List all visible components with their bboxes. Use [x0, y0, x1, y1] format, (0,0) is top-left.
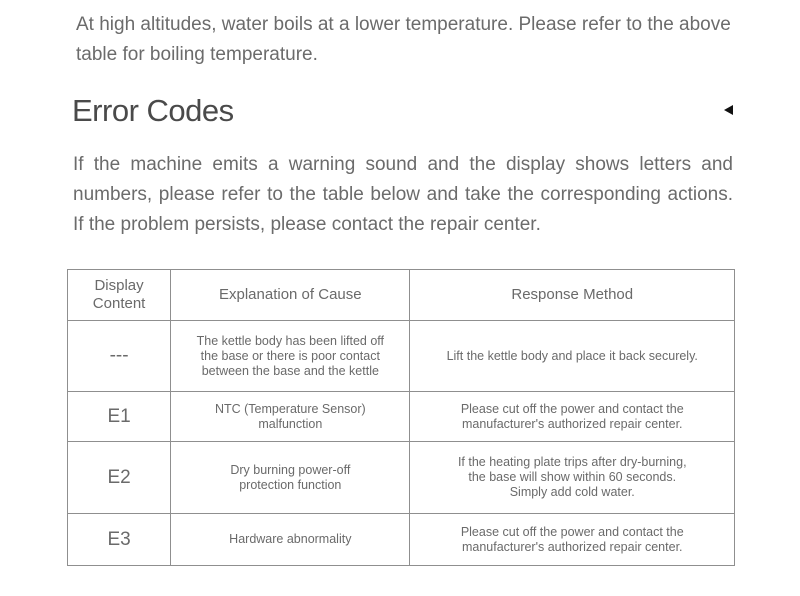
response-cell: Please cut off the power and contact the manufacturer's authorized repair center. [410, 392, 735, 442]
response-cell: If the heating plate trips after dry-burning, the base will show within 60 seconds. Simply add cold water. [410, 442, 735, 514]
error-codes-table [67, 269, 735, 566]
error-code-cell: E3 [68, 514, 171, 566]
response-cell: Lift the kettle body and place it back securely. [410, 321, 735, 392]
table-row [68, 321, 735, 392]
cause-cell: NTC (Temperature Sensor) malfunction [171, 392, 410, 442]
cause-cell: Hardware abnormality [171, 514, 410, 566]
response-cell: Please cut off the power and contact the manufacturer's authorized repair center. [410, 514, 735, 566]
cause-cell: The kettle body has been lifted off the base or there is poor contact between the base and the kettle [171, 321, 410, 392]
header-explanation: Explanation of Cause [171, 270, 410, 321]
cause-cell: Dry burning power-off protection function [171, 442, 410, 514]
table-row [68, 442, 735, 514]
header-display-content: Display Content [68, 270, 171, 321]
table-header-row [68, 270, 735, 321]
header-response: Response Method [410, 270, 735, 321]
triangle-left-icon[interactable] [724, 105, 733, 115]
error-code-cell: E1 [68, 392, 171, 442]
table-row [68, 392, 735, 442]
error-code-cell: --- [68, 321, 171, 392]
lead-paragraph: If the machine emits a warning sound and the display shows letters and numbers, please refer to the table below and take the corresponding actions. If the problem persists, please contact the repair center. [73, 154, 733, 235]
error-code-cell: E2 [68, 442, 171, 514]
intro-paragraph: At high altitudes, water boils at a lower temperature. Please refer to the above table for boiling temperature. [76, 14, 731, 65]
section-title: Error Codes [72, 93, 234, 128]
table-row [68, 514, 735, 566]
